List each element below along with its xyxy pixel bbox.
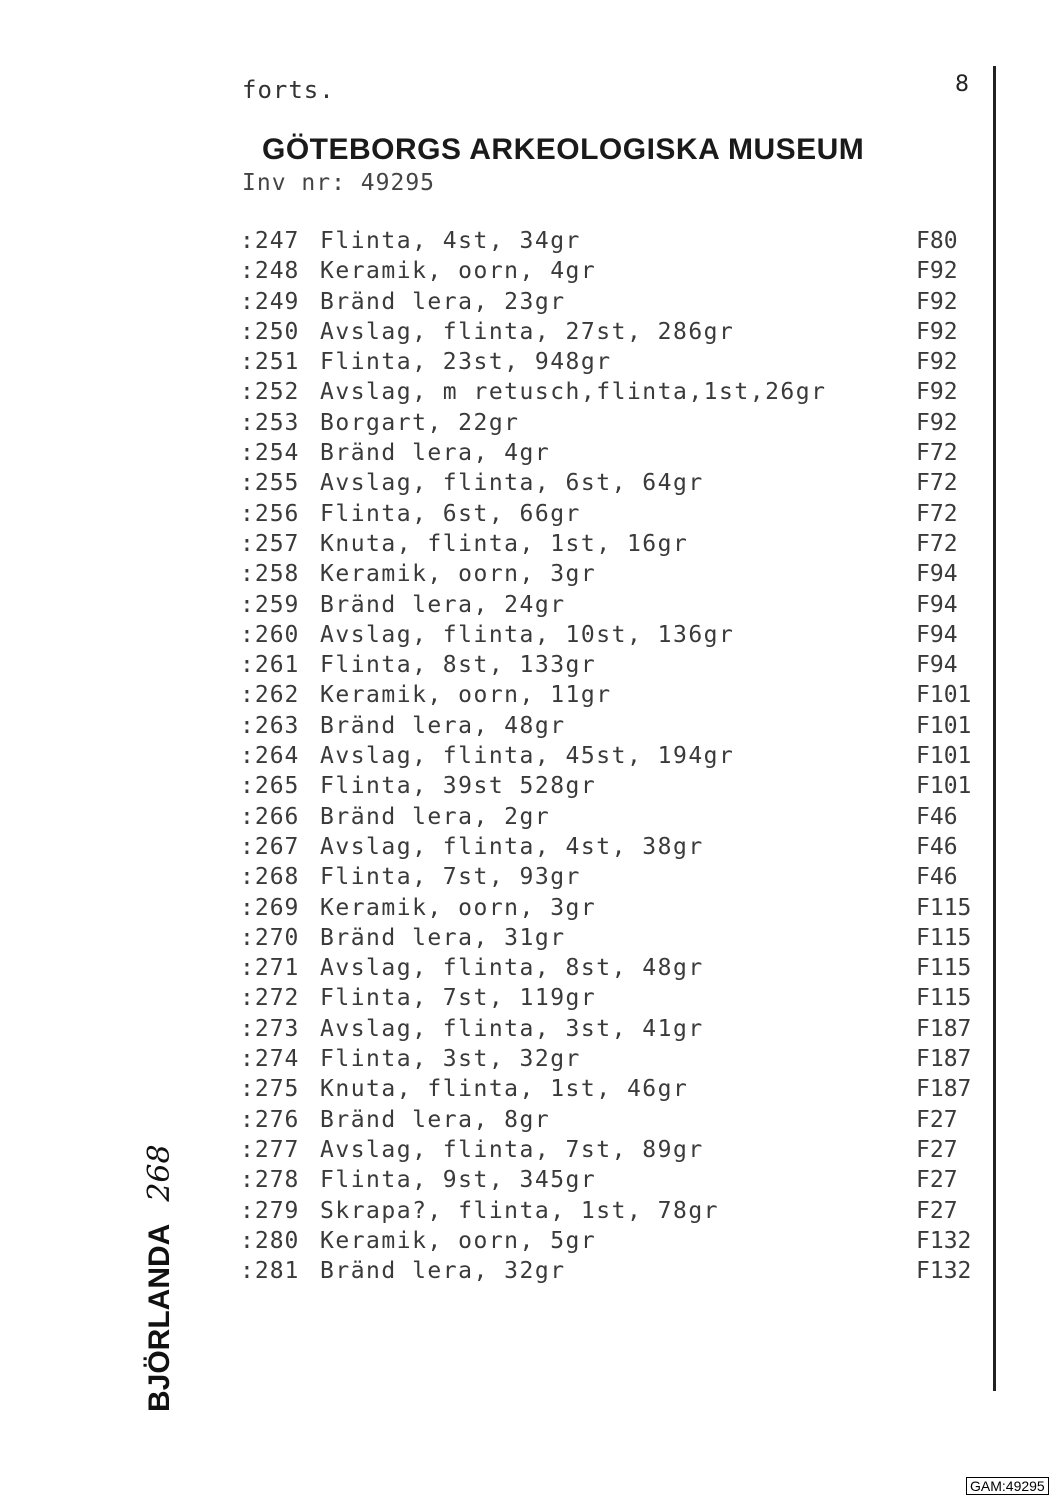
entry-code: F46 [916, 803, 958, 830]
entry-code: F27 [916, 1136, 958, 1163]
entry-code: F94 [916, 621, 958, 648]
entry-number: :281 [240, 1258, 300, 1285]
entry-description: Flinta, 3st, 32gr [320, 1046, 581, 1073]
entry-number: :255 [240, 470, 300, 497]
list-item [240, 408, 980, 438]
entry-code: F132 [916, 1227, 972, 1254]
list-item [240, 1074, 980, 1104]
list-item [240, 377, 980, 407]
entry-code: F72 [916, 470, 958, 497]
entry-description: Flinta, 9st, 345gr [320, 1167, 597, 1194]
entry-code: F115 [916, 894, 972, 921]
entry-description: Avslag, flinta, 3st, 41gr [320, 1015, 704, 1042]
entry-description: Bränd lera, 8gr [320, 1106, 551, 1133]
entry-code: F92 [916, 379, 958, 406]
entry-description: Borgart, 22gr [320, 409, 520, 436]
inventory-list [240, 226, 980, 1286]
entry-number: :262 [240, 682, 300, 709]
entry-code: F72 [916, 440, 958, 467]
museum-title: GÖTEBORGS ARKEOLOGISKA MUSEUM [262, 133, 865, 166]
list-item [240, 347, 980, 377]
entry-number: :271 [240, 955, 300, 982]
entry-code: F27 [916, 1167, 958, 1194]
entry-description: Flinta, 7st, 119gr [320, 985, 597, 1012]
list-item [240, 802, 980, 832]
margin-rule [993, 66, 996, 1391]
entry-description: Keramik, oorn, 5gr [320, 1227, 597, 1254]
entry-code: F27 [916, 1197, 958, 1224]
entry-description: Bränd lera, 31gr [320, 924, 566, 951]
list-item [240, 468, 980, 498]
entry-description: Avslag, flinta, 4st, 38gr [320, 833, 704, 860]
entry-number: :275 [240, 1076, 300, 1103]
entry-code: F101 [916, 712, 972, 739]
entry-number: :274 [240, 1046, 300, 1073]
side-label-place: BJÖRLANDA [143, 1223, 176, 1412]
entry-description: Skrapa?, flinta, 1st, 78gr [320, 1197, 720, 1224]
list-item [240, 1014, 980, 1044]
list-item [240, 741, 980, 771]
list-item [240, 893, 980, 923]
list-item [240, 1044, 980, 1074]
entry-code: F101 [916, 773, 972, 800]
list-item [240, 559, 980, 589]
entry-description: Avslag, flinta, 10st, 136gr [320, 621, 735, 648]
entry-number: :264 [240, 743, 300, 770]
entry-description: Bränd lera, 4gr [320, 440, 551, 467]
entry-code: F94 [916, 591, 958, 618]
entry-description: Avslag, flinta, 7st, 89gr [320, 1136, 704, 1163]
entry-number: :276 [240, 1106, 300, 1133]
entry-description: Flinta, 39st 528gr [320, 773, 597, 800]
entry-number: :251 [240, 349, 300, 376]
entry-code: F101 [916, 682, 972, 709]
entry-code: F187 [916, 1046, 972, 1073]
list-item [240, 1256, 980, 1286]
entry-code: F187 [916, 1015, 972, 1042]
list-item [240, 256, 980, 286]
continuation-label: forts. [242, 76, 335, 104]
list-item [240, 771, 980, 801]
entry-number: :250 [240, 318, 300, 345]
list-item [240, 287, 980, 317]
entry-number: :266 [240, 803, 300, 830]
entry-description: Flinta, 6st, 66gr [320, 500, 581, 527]
entry-code: F92 [916, 349, 958, 376]
entry-code: F72 [916, 500, 958, 527]
list-item [240, 953, 980, 983]
entry-description: Avslag, m retusch,flinta,1st,26gr [320, 379, 827, 406]
entry-code: F80 [916, 228, 958, 254]
entry-description: Flinta, 7st, 93gr [320, 864, 581, 891]
entry-code: F92 [916, 318, 958, 345]
list-item [240, 832, 980, 862]
inventory-number: Inv nr: 49295 [242, 170, 436, 196]
entry-code: F94 [916, 652, 958, 679]
entry-description: Flinta, 4st, 34gr [320, 228, 581, 254]
list-item [240, 317, 980, 347]
entry-number: :280 [240, 1227, 300, 1254]
entry-number: :248 [240, 258, 300, 285]
entry-code: F27 [916, 1106, 958, 1133]
entry-description: Flinta, 23st, 948gr [320, 349, 612, 376]
entry-description: Keramik, oorn, 11gr [320, 682, 612, 709]
list-item [240, 1196, 980, 1226]
entry-description: Keramik, oorn, 4gr [320, 258, 597, 285]
entry-number: :257 [240, 530, 300, 557]
list-item [240, 529, 980, 559]
entry-number: :249 [240, 288, 300, 315]
entry-number: :259 [240, 591, 300, 618]
side-label-number: 268 [142, 1144, 177, 1202]
entry-description: Bränd lera, 23gr [320, 288, 566, 315]
entry-number: :267 [240, 833, 300, 860]
entry-number: :261 [240, 652, 300, 679]
entry-number: :268 [240, 864, 300, 891]
list-item [240, 680, 980, 710]
list-item [240, 620, 980, 650]
list-item [240, 590, 980, 620]
archive-stamp: GAM:49295 [966, 1477, 1049, 1495]
entry-code: F92 [916, 258, 958, 285]
entry-description: Bränd lera, 24gr [320, 591, 566, 618]
entry-code: F101 [916, 743, 972, 770]
list-item [240, 226, 980, 256]
entry-number: :269 [240, 894, 300, 921]
entry-code: F46 [916, 833, 958, 860]
list-item [240, 499, 980, 529]
entry-number: :273 [240, 1015, 300, 1042]
entry-number: :253 [240, 409, 300, 436]
entry-number: :256 [240, 500, 300, 527]
entry-code: F94 [916, 561, 958, 588]
entry-description: Bränd lera, 32gr [320, 1258, 566, 1285]
list-item [240, 711, 980, 741]
entry-number: :258 [240, 561, 300, 588]
entry-number: :260 [240, 621, 300, 648]
entry-description: Keramik, oorn, 3gr [320, 894, 597, 921]
entry-code: F115 [916, 955, 972, 982]
list-item [240, 1226, 980, 1256]
entry-code: F92 [916, 409, 958, 436]
list-item [240, 862, 980, 892]
entry-number: :279 [240, 1197, 300, 1224]
entry-description: Keramik, oorn, 3gr [320, 561, 597, 588]
entry-number: :270 [240, 924, 300, 951]
side-label [142, 1144, 177, 1412]
list-item [240, 1165, 980, 1195]
entry-description: Knuta, flinta, 1st, 16gr [320, 530, 689, 557]
list-item [240, 438, 980, 468]
entry-description: Avslag, flinta, 27st, 286gr [320, 318, 735, 345]
entry-description: Flinta, 8st, 133gr [320, 652, 597, 679]
entry-code: F187 [916, 1076, 972, 1103]
list-item [240, 1135, 980, 1165]
list-item [240, 1105, 980, 1135]
entry-code: F115 [916, 924, 972, 951]
entry-number: :265 [240, 773, 300, 800]
entry-number: :277 [240, 1136, 300, 1163]
entry-code: F92 [916, 288, 958, 315]
list-item [240, 650, 980, 680]
entry-description: Avslag, flinta, 8st, 48gr [320, 955, 704, 982]
entry-number: :272 [240, 985, 300, 1012]
entry-code: F115 [916, 985, 972, 1012]
list-item [240, 983, 980, 1013]
entry-number: :263 [240, 712, 300, 739]
entry-description: Bränd lera, 48gr [320, 712, 566, 739]
entry-description: Avslag, flinta, 6st, 64gr [320, 470, 704, 497]
entry-number: :247 [240, 228, 300, 254]
list-item [240, 923, 980, 953]
page-number: 8 [955, 72, 969, 97]
entry-description: Avslag, flinta, 45st, 194gr [320, 743, 735, 770]
entry-description: Bränd lera, 2gr [320, 803, 551, 830]
entry-code: F72 [916, 530, 958, 557]
entry-number: :254 [240, 440, 300, 467]
entry-code: F46 [916, 864, 958, 891]
entry-code: F132 [916, 1258, 972, 1285]
entry-number: :252 [240, 379, 300, 406]
entry-number: :278 [240, 1167, 300, 1194]
entry-description: Knuta, flinta, 1st, 46gr [320, 1076, 689, 1103]
